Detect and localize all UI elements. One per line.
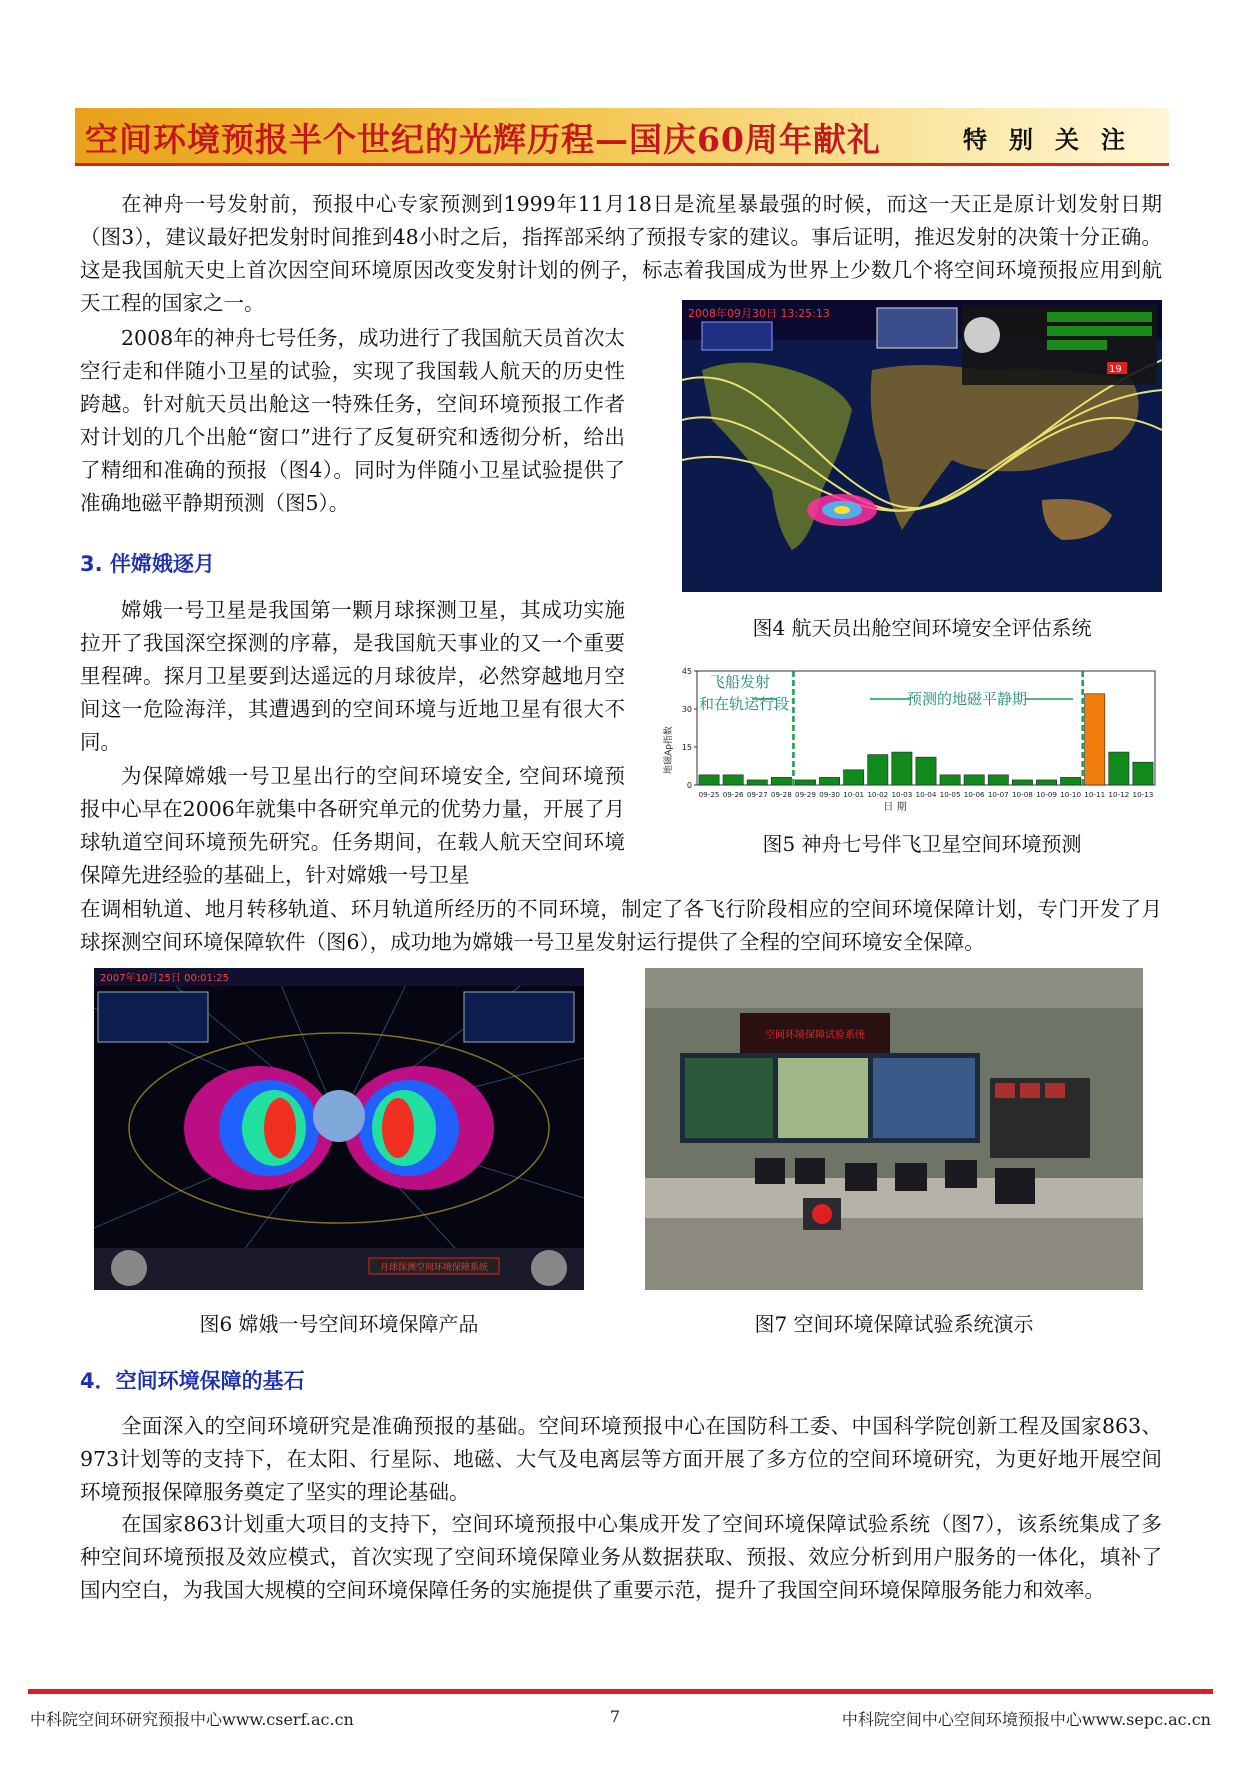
paragraph-text: 嫦娥一号卫星是我国第一颗月球探测卫星，其成功实施拉开了我国深空探测的序幕，是我国航天事业的又一个重要里程碑。探月卫星要到达遥远的月球彼岸，必然穿越地月空间这一危险海洋，其遭遇到的空间环境与近地卫星有很大不同。 xyxy=(80,598,625,754)
paragraph-text: 在神舟一号发射前，预报中心专家预测到1999年11月18日是流星暴最强的时候，而这一天正是原计划发射日期（图3），建议最好把发射时间推到48小时之后，指挥部采纳了预报专家的建议。事后证明，推迟发射的决策十分正确。这是我国航天史上首次因空间环境原因改变发射计划的例子，标志着我国成为世界上少数几个将空间环境预报应用到航天工程的国家之一。 xyxy=(80,192,1162,315)
chart-bar xyxy=(964,775,984,785)
chart-bar xyxy=(1085,694,1105,785)
figure-7-caption: 图7 空间环境保障试验系统演示 xyxy=(754,1312,1034,1336)
chart-bar xyxy=(819,777,839,785)
chart-bar xyxy=(795,780,815,785)
x-tick-label: 10-08 xyxy=(1011,790,1033,799)
x-tick-label: 10-12 xyxy=(1108,790,1130,799)
y-tick-label: 45 xyxy=(681,667,692,676)
figure-5-caption: 图5 神舟七号伴飞卫星空间环境预测 xyxy=(762,832,1082,856)
chart-bar xyxy=(771,777,791,785)
x-tick-label: 09-26 xyxy=(722,790,744,799)
chart-bar xyxy=(747,780,767,785)
paragraph-text: 2008年的神舟七号任务，成功进行了我国航天员首次太空行走和伴随小卫星的试验，实现了我国载人航天的历史性跨越。针对航天员出舱这一特殊任务，空间环境预报工作者对计划的几个出舱“窗口”进行了反复研究和透彻分析，给出了精细和准确的预报（图4）。同时为伴随小卫星试验提供了准确地磁平静期预测（图5）。 xyxy=(80,326,625,515)
section-label: 特别关注 xyxy=(963,125,1147,154)
figure-4-image xyxy=(682,300,1162,592)
paragraph-3 xyxy=(80,594,625,759)
world-map-graphic xyxy=(682,300,1162,592)
chart-bar xyxy=(1061,777,1081,785)
footer-left-link[interactable]: 中科院空间环研究预报中心www.cserf.ac.cn xyxy=(30,1710,354,1729)
chart-bar xyxy=(1012,780,1032,785)
control-room-photo xyxy=(645,968,1143,1290)
x-tick-label: 09-30 xyxy=(819,790,841,799)
paragraph-2 xyxy=(80,322,625,520)
figure-7-image xyxy=(645,968,1143,1290)
figure-5-chart xyxy=(655,655,1165,820)
launch-phase-label-2: 和在轨运行段 xyxy=(699,695,790,713)
x-tick-label: 10-09 xyxy=(1036,790,1057,799)
x-tick-label: 10-13 xyxy=(1132,790,1154,799)
x-tick-label: 10-11 xyxy=(1084,790,1106,799)
x-tick-label: 10-10 xyxy=(1060,790,1082,799)
x-tick-label: 09-25 xyxy=(698,790,720,799)
y-tick-label: 30 xyxy=(681,705,692,714)
paragraph-text: 全面深入的空间环境研究是准确预报的基础。空间环境预报中心在国防科工委、中国科学院创新工程及国家863、973计划等的支持下，在太阳、行星际、地磁、大气及电离层等方面开展了多方位的空间环境研究，为更好地开展空间环境预报保障服务奠定了坚实的理论基础。 xyxy=(80,1414,1162,1504)
figure-6-caption: 图6 嫦娥一号空间环境保障产品 xyxy=(199,1312,479,1336)
paragraph-4b xyxy=(80,893,1162,959)
chart-bar xyxy=(1133,762,1153,785)
figure-6-image xyxy=(94,968,584,1290)
chart-bar xyxy=(844,770,864,785)
chart-bar xyxy=(868,755,888,785)
section-heading-4: 4．空间环境保障的基石 xyxy=(80,1369,305,1393)
paragraph-text: 在国家863计划重大项目的支持下，空间环境预报中心集成开发了空间环境保障试验系统（图7），该系统集成了多种空间环境预报及效应模式，首次实现了空间环境保障业务从数据获取、预报、效应分析到用户服务的一体化，填补了国内空白，为我国大规模的空间环境保障任务的实施提供了重要示范，提升了我国空间环境保障服务能力和效率。 xyxy=(80,1512,1162,1602)
paragraph-text: 在调相轨道、地月转移轨道、环月轨道所经历的不同环境，制定了各飞行阶段相应的空间环境保障计划，专门开发了月球探测空间环境保障软件（图6），成功地为嫦娥一号卫星发射运行提供了全程的空间环境安全保障。 xyxy=(80,897,1162,954)
radiation-belt-graphic xyxy=(94,968,584,1290)
fig6-banner: 月球探测空间环境保障系统 xyxy=(379,1263,489,1273)
x-tick-label: 09-27 xyxy=(746,790,768,799)
footer-divider xyxy=(28,1689,1213,1694)
chart-bar xyxy=(940,775,960,785)
chart-bar xyxy=(916,757,936,785)
chart-bar xyxy=(988,775,1008,785)
launch-phase-label-1: 飞船发射 xyxy=(710,673,771,691)
chart-bar xyxy=(1036,780,1056,785)
x-tick-label: 10-06 xyxy=(963,790,985,799)
paragraph-6 xyxy=(80,1508,1162,1607)
x-tick-label: 10-05 xyxy=(939,790,961,799)
x-tick-label: 10-03 xyxy=(891,790,913,799)
fig4-status-value: 19 xyxy=(1109,364,1122,375)
page-number: 7 xyxy=(609,1707,621,1726)
paragraph-4a xyxy=(80,760,625,892)
fig7-wall-banner: 空间环境保障试验系统 xyxy=(765,1030,865,1041)
chart-bar xyxy=(1109,752,1129,785)
y-tick-label: 0 xyxy=(686,781,692,790)
chart-y-label: 地磁Ap指数 xyxy=(664,726,674,774)
x-tick-label: 10-02 xyxy=(867,790,889,799)
chart-bar xyxy=(723,775,743,785)
ap-index-bar-chart xyxy=(655,655,1165,820)
x-tick-label: 09-29 xyxy=(795,790,816,799)
x-tick-label: 10-01 xyxy=(843,790,865,799)
x-tick-label: 09-28 xyxy=(770,790,792,799)
figure-4-caption: 图4 航天员出舱空间环境安全评估系统 xyxy=(752,616,1092,640)
section-heading-3: 3. 伴嫦娥逐月 xyxy=(80,552,215,576)
page-title: 空间环境预报半个世纪的光辉历程—国庆60周年献礼 xyxy=(85,120,881,159)
chart-bar xyxy=(699,775,719,785)
paragraph-5 xyxy=(80,1410,1162,1509)
paragraph-text: 为保障嫦娥一号卫星出行的空间环境安全, 空间环境预报中心早在2006年就集中各研究单元的优势力量，开展了月球轨道空间环境预先研究。任务期间，在载人航天空间环境保障先进经验的基础上，针对嫦娥一号卫星 xyxy=(80,764,625,887)
chart-bar xyxy=(892,752,912,785)
chart-x-label: 日 期 xyxy=(883,802,907,813)
x-tick-label: 10-04 xyxy=(915,790,937,799)
fig6-timestamp: 2007年10月25日 00:01:25 xyxy=(100,973,229,984)
header-banner xyxy=(75,108,1169,166)
y-tick-label: 15 xyxy=(681,743,692,752)
fig4-timestamp: 2008年09月30日 13:25:13 xyxy=(688,307,830,320)
quiet-period-label: 预测的地磁平静期 xyxy=(906,690,1028,708)
x-tick-label: 10-07 xyxy=(987,790,1009,799)
footer-right-link[interactable]: 中科院空间中心空间环境预报中心www.sepc.ac.cn xyxy=(841,1710,1211,1729)
